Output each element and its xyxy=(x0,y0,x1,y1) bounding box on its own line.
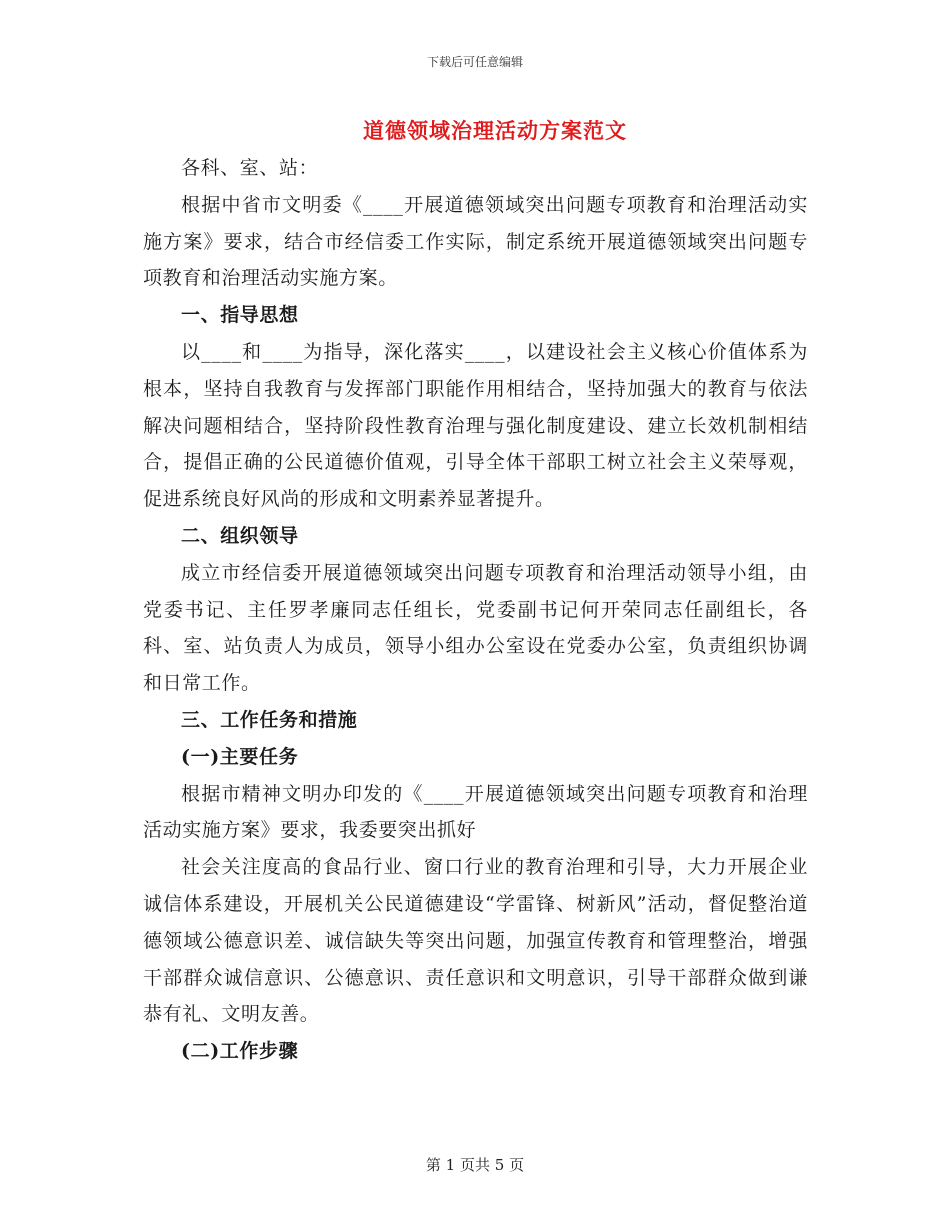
section-heading-tasks-measures: 三、工作任务和措施 xyxy=(181,708,358,731)
intro-paragraph: 根据中省市文明委《____开展道德领域突出问题专项教育和治理活动实施方案》要求，结合市经信委工作实际，制定系统开展道德领域突出问题专项教育和治理活动实施方案。 xyxy=(143,193,808,290)
page-footer: 第 1 页共 5 页 xyxy=(425,1156,525,1174)
document-title: 道德领域治理活动方案范文 xyxy=(363,118,627,143)
guiding-thought-paragraph: 以____和____为指导，深化落实____，以建设社会主义核心价值体系为根本，坚持自我教育与发挥部门职能作用相结合，坚持加强大的教育与依法解决问题相结合，坚持阶段性教育治理与强化制度建设、建立长效机制相结合，提倡正确的公民道德价值观，引导全体干部职工树立社会主义荣辱观，促进系统良好风尚的形成和文明素养显著提升。 xyxy=(143,340,808,511)
header-note: 下载后可任意编辑 xyxy=(426,55,523,69)
main-tasks-detail-paragraph: 社会关注度高的食品行业、窗口行业的教育治理和引导，大力开展企业诚信体系建设，开展机关公民道德建设“学雷锋、树新风”活动，督促整治道德领域公德意识差、诚信缺失等突出问题，加强宣传教育和管理整治，增强干部群众诚信意识、公德意识、责任意识和文明意识，引导干部群众做到谦恭有礼、文明友善。 xyxy=(143,856,808,1026)
organization-paragraph: 成立市经信委开展道德领域突出问题专项教育和治理活动领导小组，由党委书记、主任罗孝廉同志任组长，党委副书记何开荣同志任副组长，各科、室、站负责人为成员，领导小组办公室设在党委办公室，负责组织协调和日常工作。 xyxy=(143,561,808,695)
salutation: 各科、室、站： xyxy=(181,157,319,179)
section-heading-guiding-thought: 一、指导思想 xyxy=(181,304,299,327)
main-tasks-paragraph: 根据市精神文明办印发的《____开展道德领域突出问题专项教育和治理活动实施方案》要求，我委要突出抓好 xyxy=(143,782,808,842)
section-heading-organization: 二、组织领导 xyxy=(181,524,299,547)
document-body xyxy=(143,150,808,1070)
subsection-heading-work-steps: (二)工作步骤 xyxy=(181,1040,299,1063)
subsection-heading-main-tasks: (一)主要任务 xyxy=(181,745,299,768)
